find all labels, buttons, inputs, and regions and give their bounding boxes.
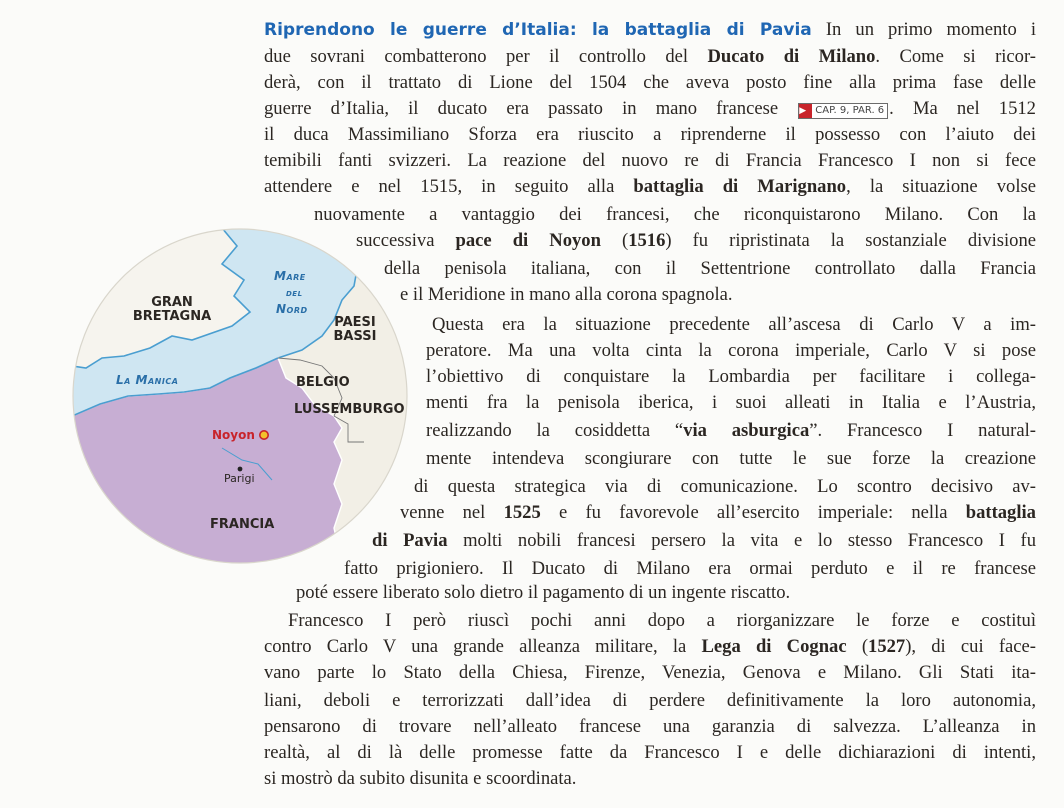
map-inset — [72, 228, 408, 564]
label-del: del — [286, 288, 303, 299]
cross-reference-label: CAP. 9, PAR. 6 — [815, 105, 885, 116]
text-line-11: e il Meridione in mano alla corona spagnola. — [400, 284, 733, 305]
label-gran-bretagna-2: BRETAGNA — [132, 309, 212, 324]
bold-term: pace di Noyon — [455, 230, 601, 251]
label-francia: FRANCIA — [210, 517, 275, 532]
text-fragment: realizzando la cosiddetta “ — [426, 420, 684, 441]
text-line-25: vano parte lo Stato della Chiesa, Firenze, Venezia, Genova e Milano. Gli Stati ita- — [264, 662, 1036, 683]
text-line-2 — [264, 44, 1036, 70]
text-fragment: In un primo momento i — [825, 19, 1036, 40]
bold-term: battaglia — [965, 502, 1036, 523]
text-line-21: fatto prigioniero. Il Ducato di Milano era ormai perduto e il re francese — [344, 558, 1036, 579]
text-line-26: liani, deboli e terrorizzati dall’idea di perdere definitivamente la loro autonomia, — [264, 690, 1036, 711]
text-fragment: ( — [846, 636, 869, 657]
text-fragment: e fu favorevole all’esercito imperiale: nella — [540, 502, 966, 523]
text-fragment: successiva — [356, 230, 456, 251]
text-line-28: realtà, al di là delle promesse fatte da Francesco I e delle dichiarazioni di intenti, — [264, 742, 1036, 763]
text-fragment: contro Carlo V una grande alleanza militare, la — [264, 636, 702, 657]
text-line-27: pensarono di trovare nell’alleato francese una garanzia di salvezza. L’alleanza in — [264, 716, 1036, 737]
text-fragment: molti nobili francesi persero la vita e lo stesso Francesco I fu — [447, 530, 1036, 551]
bold-term: Ducato di Milano — [707, 46, 876, 67]
section-title: Riprendono le guerre d’Italia: la battaglia di Pavia — [264, 20, 812, 40]
text-line-19 — [400, 500, 1036, 526]
bold-term: Lega di Cognac — [701, 636, 847, 657]
text-fragment: . Ma nel 1512 — [889, 98, 1036, 119]
text-fragment: attendere e nel 1515, in seguito alla — [264, 176, 634, 197]
parigi-marker — [238, 467, 243, 472]
label-noyon: Noyon — [212, 428, 255, 442]
text-line-24 — [264, 634, 1036, 660]
arrow-right-icon: ▶ — [799, 104, 812, 118]
label-paesi-bassi-1: PAESI — [334, 315, 376, 330]
text-line-15: menti fra la penisola iberica, i suoi alleati in Italia e l’Austria, — [426, 392, 1036, 413]
text-fragment: ) fu ripristinata la sostanziale divisione — [665, 230, 1037, 251]
bold-term: 1527 — [868, 636, 906, 657]
text-fragment: guerre d’Italia, il ducato era passato in mano francese — [264, 98, 779, 119]
text-line-1 — [264, 17, 1036, 43]
text-line-16 — [426, 418, 1036, 444]
text-line-23: Francesco I però riuscì pochi anni dopo a riorganizzare le forze e costituì — [288, 610, 1036, 631]
bold-term: 1516 — [628, 230, 666, 251]
text-line-8: nuovamente a vantaggio dei francesi, che riconquistarono Milano. Con la — [314, 204, 1036, 225]
text-line-3: derà, con il trattato di Lione del 1504 che aveva posto fine alla prima fase delle — [264, 72, 1036, 93]
label-gran-bretagna-1: GRAN — [151, 295, 193, 310]
label-paesi-bassi-2: BASSI — [333, 329, 377, 344]
bold-term: via asburgica — [683, 420, 810, 441]
text-line-7 — [264, 174, 1036, 200]
text-line-29: si mostrò da subito disunita e scoordinata. — [264, 768, 577, 789]
cross-reference-link[interactable] — [798, 103, 888, 119]
text-fragment: due sovrani combatterono per il controllo del — [264, 46, 708, 67]
text-line-18: di questa strategica via di comunicazione. Lo scontro decisivo av- — [414, 476, 1036, 497]
text-line-13: peratore. Ma una volta cinta la corona imperiale, Carlo V si pose — [426, 340, 1036, 361]
label-mare: Mare — [274, 269, 306, 283]
text-fragment: ), di cui face- — [905, 636, 1037, 657]
text-line-6: temibili fanti svizzeri. La reazione del nuovo re di Francia Francesco I non si fece — [264, 150, 1036, 171]
label-lussemburgo: LUSSEMBURGO — [294, 402, 405, 417]
text-line-14: l’obiettivo di conquistare la Lombardia per facilitare i collega- — [426, 366, 1036, 387]
text-line-12: Questa era la situazione precedente all’ascesa di Carlo V a im- — [432, 314, 1036, 335]
bold-term: 1525 — [503, 502, 541, 523]
text-fragment: . Come si ricor- — [875, 46, 1036, 67]
noyon-marker — [260, 431, 268, 439]
text-line-4 — [264, 96, 1036, 122]
text-line-10: della penisola italiana, con il Settentrione controllato dalla Francia — [384, 258, 1036, 279]
text-line-22: poté essere liberato solo dietro il pagamento di un ingente riscatto. — [296, 582, 791, 603]
label-la-manica: La Manica — [116, 373, 179, 387]
text-line-5: il duca Massimiliano Sforza era riuscito a riprenderne il possesso con l’aiuto dei — [264, 124, 1036, 145]
label-belgio: BELGIO — [296, 375, 350, 390]
text-line-17: mente intendeva scongiurare con tutte le sue forze la creazione — [426, 448, 1036, 469]
label-nord: Nord — [276, 302, 308, 316]
text-line-9 — [356, 228, 1036, 254]
text-fragment: ”. Francesco I natural- — [809, 420, 1036, 441]
label-parigi: Parigi — [224, 472, 255, 485]
text-line-20 — [372, 528, 1036, 554]
bold-term: di Pavia — [372, 530, 448, 551]
text-fragment: venne nel — [400, 502, 504, 523]
text-fragment: ( — [600, 230, 629, 251]
bold-term: battaglia di Marignano — [633, 176, 847, 197]
text-fragment: , la situazione volse — [846, 176, 1036, 197]
